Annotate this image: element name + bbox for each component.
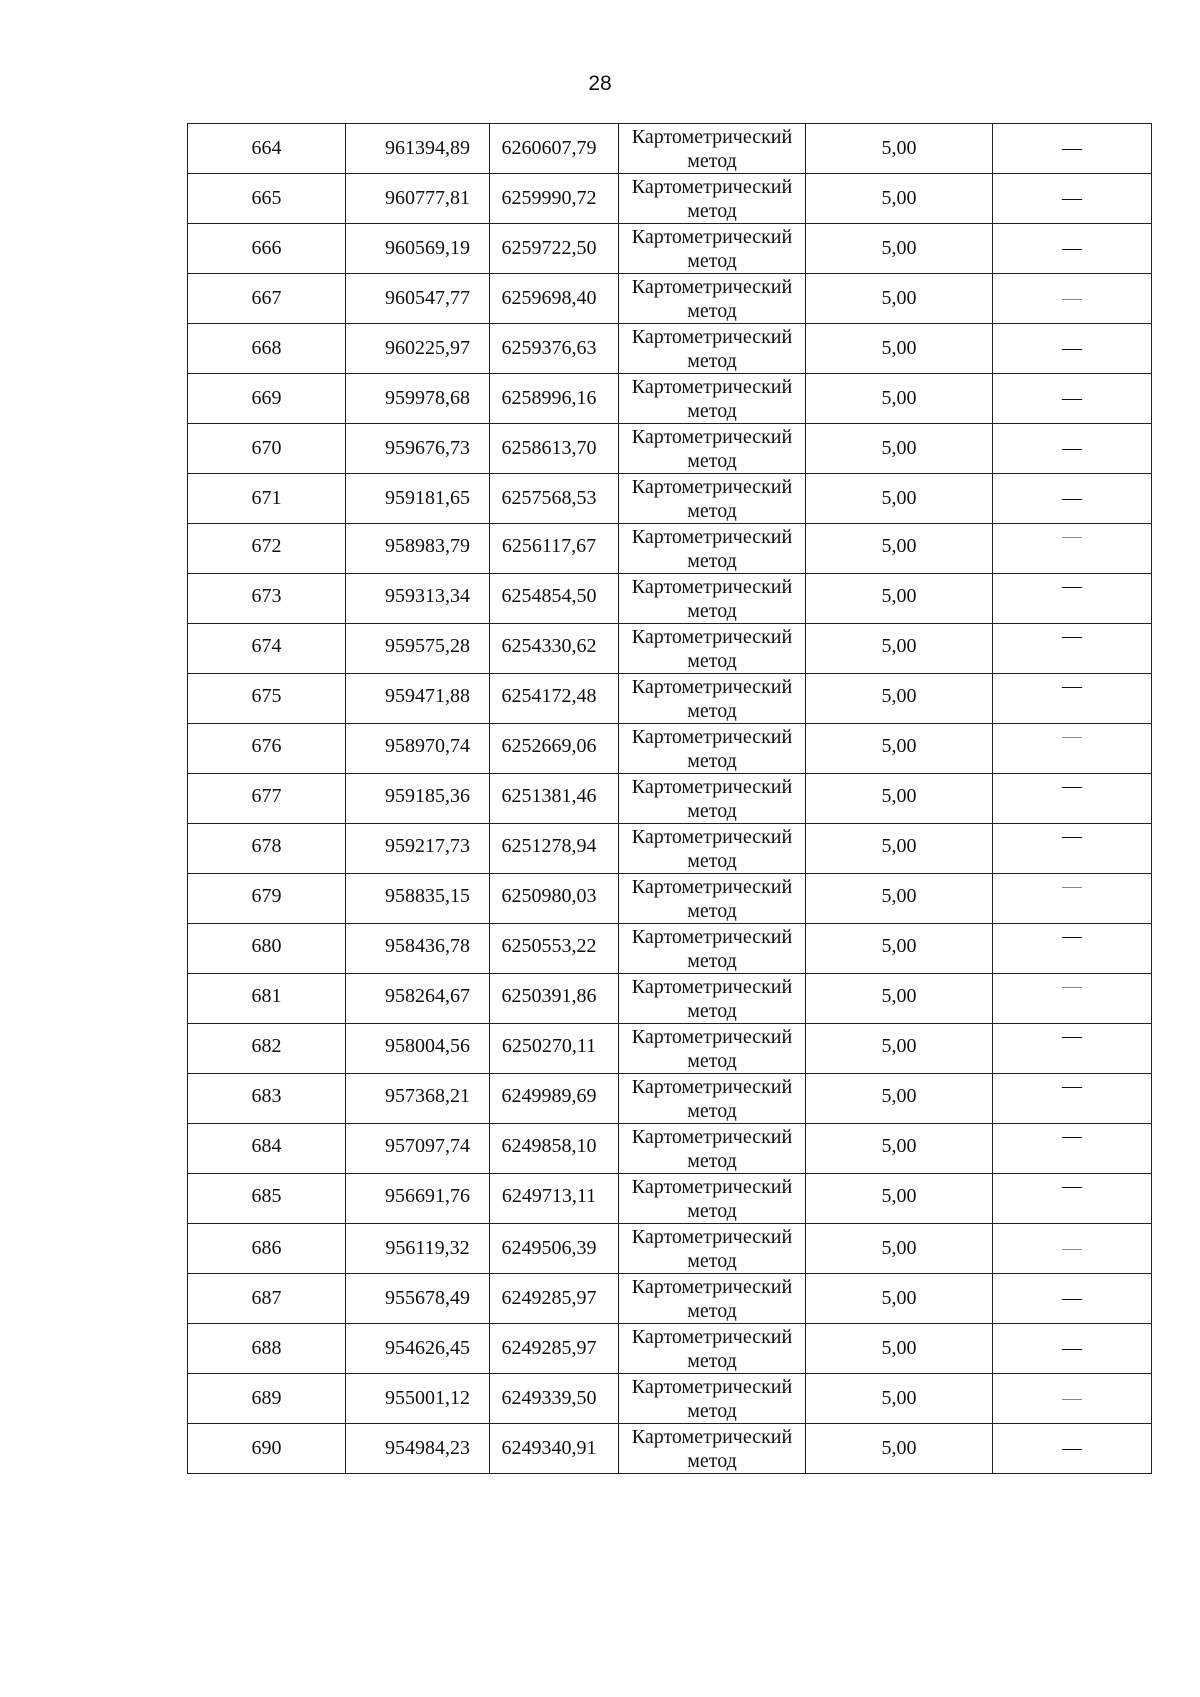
x-coordinate-cell: 954626,45 [346, 1324, 490, 1374]
note-cell: — [993, 924, 1152, 974]
method-cell [619, 724, 806, 774]
accuracy-cell: 5,00 [806, 624, 993, 674]
x-coordinate-cell: 959676,73 [346, 424, 490, 474]
accuracy-cell: 5,00 [806, 774, 993, 824]
accuracy-cell: 5,00 [806, 474, 993, 524]
note-cell: — [993, 674, 1152, 724]
point-number-cell: 682 [188, 1024, 346, 1074]
table-row [188, 574, 1152, 624]
method-cell [619, 274, 806, 324]
note-cell: — [993, 724, 1152, 774]
method-cell [619, 1424, 806, 1474]
method-cell [619, 924, 806, 974]
point-number-cell: 666 [188, 224, 346, 274]
note-cell: — [993, 224, 1152, 274]
y-coordinate-cell: 6259722,50 [490, 224, 619, 274]
note-cell: — [993, 124, 1152, 174]
x-coordinate-cell: 957097,74 [346, 1124, 490, 1174]
note-cell: — [993, 1374, 1152, 1424]
method-cell [619, 774, 806, 824]
y-coordinate-cell: 6251278,94 [490, 824, 619, 874]
point-number-cell: 677 [188, 774, 346, 824]
table-row [188, 224, 1152, 274]
table-row [188, 974, 1152, 1024]
table-row [188, 824, 1152, 874]
point-number-cell: 683 [188, 1074, 346, 1124]
y-coordinate-cell: 6256117,67 [490, 524, 619, 574]
accuracy-cell: 5,00 [806, 1374, 993, 1424]
method-cell [619, 1274, 806, 1324]
method-cell [619, 474, 806, 524]
accuracy-cell: 5,00 [806, 874, 993, 924]
method-cell [619, 1324, 806, 1374]
x-coordinate-cell: 954984,23 [346, 1424, 490, 1474]
note-cell: — [993, 874, 1152, 924]
point-number-cell: 664 [188, 124, 346, 174]
y-coordinate-cell: 6249339,50 [490, 1374, 619, 1424]
y-coordinate-cell: 6251381,46 [490, 774, 619, 824]
method-label: Картометрический метод [631, 425, 793, 472]
method-cell [619, 674, 806, 724]
method-label: Картометрический метод [631, 325, 793, 372]
note-cell: — [993, 1124, 1152, 1174]
note-cell: — [993, 574, 1152, 624]
method-label: Картометрический метод [631, 625, 793, 672]
method-label: Картометрический метод [631, 225, 793, 272]
accuracy-cell: 5,00 [806, 224, 993, 274]
y-coordinate-cell: 6249285,97 [490, 1324, 619, 1374]
method-label: Картометрический метод [631, 475, 793, 522]
accuracy-cell: 5,00 [806, 974, 993, 1024]
note-cell: — [993, 624, 1152, 674]
y-coordinate-cell: 6254330,62 [490, 624, 619, 674]
point-number-cell: 671 [188, 474, 346, 524]
note-cell: — [993, 474, 1152, 524]
y-coordinate-cell: 6259990,72 [490, 174, 619, 224]
method-label: Картометрический метод [631, 1025, 793, 1072]
accuracy-cell: 5,00 [806, 924, 993, 974]
point-number-cell: 675 [188, 674, 346, 724]
y-coordinate-cell: 6254172,48 [490, 674, 619, 724]
x-coordinate-cell: 958970,74 [346, 724, 490, 774]
accuracy-cell: 5,00 [806, 1174, 993, 1224]
method-cell [619, 1224, 806, 1274]
point-number-cell: 669 [188, 374, 346, 424]
y-coordinate-cell: 6250270,11 [490, 1024, 619, 1074]
accuracy-cell: 5,00 [806, 1274, 993, 1324]
method-label: Картометрический метод [631, 1125, 793, 1172]
method-label: Картометрический метод [631, 175, 793, 222]
note-cell: — [993, 774, 1152, 824]
accuracy-cell: 5,00 [806, 374, 993, 424]
point-number-cell: 672 [188, 524, 346, 574]
y-coordinate-cell: 6257568,53 [490, 474, 619, 524]
method-cell [619, 324, 806, 374]
note-cell: — [993, 1174, 1152, 1224]
accuracy-cell: 5,00 [806, 1324, 993, 1374]
x-coordinate-cell: 959185,36 [346, 774, 490, 824]
point-number-cell: 668 [188, 324, 346, 374]
x-coordinate-cell: 957368,21 [346, 1074, 490, 1124]
table-row [188, 624, 1152, 674]
table-row [188, 924, 1152, 974]
point-number-cell: 689 [188, 1374, 346, 1424]
method-label: Картометрический метод [631, 375, 793, 422]
accuracy-cell: 5,00 [806, 124, 993, 174]
point-number-cell: 679 [188, 874, 346, 924]
method-cell [619, 374, 806, 424]
y-coordinate-cell: 6249506,39 [490, 1224, 619, 1274]
note-cell: — [993, 274, 1152, 324]
note-cell: — [993, 824, 1152, 874]
accuracy-cell: 5,00 [806, 824, 993, 874]
method-cell [619, 124, 806, 174]
accuracy-cell: 5,00 [806, 274, 993, 324]
accuracy-cell: 5,00 [806, 524, 993, 574]
table-row [188, 1124, 1152, 1174]
table-row [188, 674, 1152, 724]
method-cell [619, 974, 806, 1024]
accuracy-cell: 5,00 [806, 1224, 993, 1274]
point-number-cell: 665 [188, 174, 346, 224]
table-row [188, 1324, 1152, 1374]
method-label: Картометрический метод [631, 525, 793, 572]
note-cell: — [993, 174, 1152, 224]
table-row [188, 1024, 1152, 1074]
point-number-cell: 687 [188, 1274, 346, 1324]
method-label: Картометрический метод [631, 1275, 793, 1322]
x-coordinate-cell: 958835,15 [346, 874, 490, 924]
y-coordinate-cell: 6249989,69 [490, 1074, 619, 1124]
x-coordinate-cell: 960225,97 [346, 324, 490, 374]
method-cell [619, 224, 806, 274]
y-coordinate-cell: 6250391,86 [490, 974, 619, 1024]
point-number-cell: 678 [188, 824, 346, 874]
method-cell [619, 524, 806, 574]
y-coordinate-cell: 6249340,91 [490, 1424, 619, 1474]
x-coordinate-cell: 955001,12 [346, 1374, 490, 1424]
method-label: Картометрический метод [631, 925, 793, 972]
x-coordinate-cell: 959217,73 [346, 824, 490, 874]
table-row [188, 1074, 1152, 1124]
x-coordinate-cell: 958264,67 [346, 974, 490, 1024]
accuracy-cell: 5,00 [806, 1024, 993, 1074]
method-cell [619, 1374, 806, 1424]
accuracy-cell: 5,00 [806, 724, 993, 774]
table-row [188, 324, 1152, 374]
y-coordinate-cell: 6254854,50 [490, 574, 619, 624]
point-number-cell: 685 [188, 1174, 346, 1224]
coordinates-table [187, 123, 1152, 1474]
method-label: Картометрический метод [631, 875, 793, 922]
method-label: Картометрический метод [631, 825, 793, 872]
method-cell [619, 624, 806, 674]
table-row [188, 124, 1152, 174]
y-coordinate-cell: 6258996,16 [490, 374, 619, 424]
table-row [188, 174, 1152, 224]
table-row [188, 1374, 1152, 1424]
accuracy-cell: 5,00 [806, 424, 993, 474]
table-row [188, 1174, 1152, 1224]
table-row [188, 1274, 1152, 1324]
method-label: Картометрический метод [631, 975, 793, 1022]
note-cell: — [993, 1424, 1152, 1474]
table-row [188, 724, 1152, 774]
y-coordinate-cell: 6259376,63 [490, 324, 619, 374]
y-coordinate-cell: 6252669,06 [490, 724, 619, 774]
x-coordinate-cell: 959471,88 [346, 674, 490, 724]
method-label: Картометрический метод [631, 125, 793, 172]
x-coordinate-cell: 959575,28 [346, 624, 490, 674]
y-coordinate-cell: 6260607,79 [490, 124, 619, 174]
note-cell: — [993, 374, 1152, 424]
table-row [188, 374, 1152, 424]
method-label: Картометрический метод [631, 1225, 793, 1272]
method-label: Картометрический метод [631, 1175, 793, 1222]
method-label: Картометрический метод [631, 1375, 793, 1422]
method-cell [619, 424, 806, 474]
y-coordinate-cell: 6259698,40 [490, 274, 619, 324]
method-cell [619, 824, 806, 874]
method-cell [619, 1074, 806, 1124]
method-cell [619, 574, 806, 624]
table-row [188, 1424, 1152, 1474]
y-coordinate-cell: 6249713,11 [490, 1174, 619, 1224]
table-row [188, 774, 1152, 824]
x-coordinate-cell: 959181,65 [346, 474, 490, 524]
x-coordinate-cell: 959313,34 [346, 574, 490, 624]
x-coordinate-cell: 960547,77 [346, 274, 490, 324]
method-cell [619, 1024, 806, 1074]
method-label: Картометрический метод [631, 575, 793, 622]
method-label: Картометрический метод [631, 725, 793, 772]
accuracy-cell: 5,00 [806, 1124, 993, 1174]
method-cell [619, 1174, 806, 1224]
note-cell: — [993, 424, 1152, 474]
method-label: Картометрический метод [631, 775, 793, 822]
note-cell: — [993, 1274, 1152, 1324]
point-number-cell: 676 [188, 724, 346, 774]
table-row [188, 1224, 1152, 1274]
accuracy-cell: 5,00 [806, 674, 993, 724]
method-label: Картометрический метод [631, 1075, 793, 1122]
method-label: Картометрический метод [631, 1325, 793, 1372]
point-number-cell: 684 [188, 1124, 346, 1174]
method-label: Картометрический метод [631, 1425, 793, 1472]
accuracy-cell: 5,00 [806, 574, 993, 624]
x-coordinate-cell: 958983,79 [346, 524, 490, 574]
page-number: 28 [588, 72, 612, 95]
point-number-cell: 673 [188, 574, 346, 624]
point-number-cell: 686 [188, 1224, 346, 1274]
table-row [188, 524, 1152, 574]
point-number-cell: 690 [188, 1424, 346, 1474]
accuracy-cell: 5,00 [806, 174, 993, 224]
accuracy-cell: 5,00 [806, 1424, 993, 1474]
accuracy-cell: 5,00 [806, 324, 993, 374]
note-cell: — [993, 974, 1152, 1024]
x-coordinate-cell: 961394,89 [346, 124, 490, 174]
y-coordinate-cell: 6258613,70 [490, 424, 619, 474]
y-coordinate-cell: 6249285,97 [490, 1274, 619, 1324]
point-number-cell: 681 [188, 974, 346, 1024]
point-number-cell: 667 [188, 274, 346, 324]
y-coordinate-cell: 6250553,22 [490, 924, 619, 974]
note-cell: — [993, 1224, 1152, 1274]
note-cell: — [993, 524, 1152, 574]
note-cell: — [993, 1324, 1152, 1374]
table-row [188, 474, 1152, 524]
table-body [188, 124, 1152, 1474]
method-label: Картометрический метод [631, 675, 793, 722]
note-cell: — [993, 324, 1152, 374]
method-cell [619, 174, 806, 224]
y-coordinate-cell: 6249858,10 [490, 1124, 619, 1174]
y-coordinate-cell: 6250980,03 [490, 874, 619, 924]
point-number-cell: 688 [188, 1324, 346, 1374]
x-coordinate-cell: 955678,49 [346, 1274, 490, 1324]
x-coordinate-cell: 956691,76 [346, 1174, 490, 1224]
x-coordinate-cell: 958436,78 [346, 924, 490, 974]
x-coordinate-cell: 960569,19 [346, 224, 490, 274]
method-cell [619, 1124, 806, 1174]
point-number-cell: 670 [188, 424, 346, 474]
table-row [188, 424, 1152, 474]
method-cell [619, 874, 806, 924]
accuracy-cell: 5,00 [806, 1074, 993, 1124]
table-row [188, 274, 1152, 324]
x-coordinate-cell: 960777,81 [346, 174, 490, 224]
note-cell: — [993, 1024, 1152, 1074]
x-coordinate-cell: 959978,68 [346, 374, 490, 424]
x-coordinate-cell: 956119,32 [346, 1224, 490, 1274]
note-cell: — [993, 1074, 1152, 1124]
point-number-cell: 674 [188, 624, 346, 674]
point-number-cell: 680 [188, 924, 346, 974]
x-coordinate-cell: 958004,56 [346, 1024, 490, 1074]
table-row [188, 874, 1152, 924]
method-label: Картометрический метод [631, 275, 793, 322]
